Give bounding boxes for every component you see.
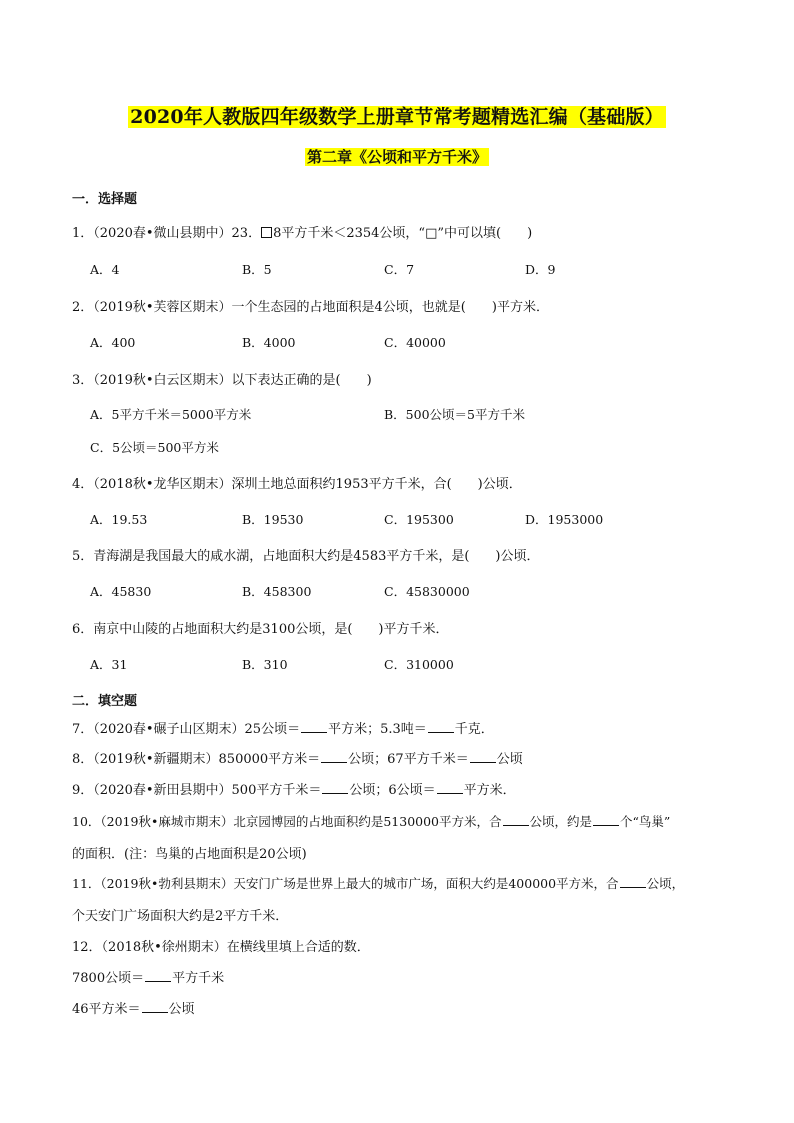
answer-blank [145, 969, 171, 982]
question-1 [72, 222, 532, 241]
question-4: 4．（2018秋•龙华区期末）深圳土地总面积约1953平方千米，合( )公顷． [72, 477, 522, 492]
section-choice-heading: 一．选择题 [72, 192, 138, 207]
q4-option-a: A．19.53 [90, 512, 148, 527]
question-3: 3．（2019秋•白云区期末）以下表达正确的是( ) [72, 373, 372, 388]
blank-box-icon [261, 227, 272, 238]
answer-blank [437, 781, 463, 794]
answer-blank [321, 750, 347, 763]
answer-blank [620, 875, 646, 888]
q4-option-c: C．195300 [384, 512, 454, 527]
q5-option-c: C．45830000 [384, 584, 470, 599]
q3-option-a: A．5平方千米＝5000平方米 [90, 407, 252, 422]
question-5: 5．青海湖是我国最大的咸水湖，占地面积大约是4583平方千米，是( )公顷． [72, 549, 540, 564]
q5-option-a: A．45830 [90, 584, 152, 599]
question-1-suffix: 8平方千米＜2354公顷，“□”中可以填( ) [273, 226, 533, 241]
section-fill-heading: 二．填空题 [72, 694, 138, 709]
q1-option-d: D．9 [525, 262, 556, 277]
question-9: 9．（2020春•新田县期中）500平方千米＝ 公顷；6公顷＝ 平方米． [72, 783, 516, 798]
question-8: 8．（2019秋•新疆期末）850000平方米＝ 公顷；67平方千米＝ 公顷 [72, 752, 523, 767]
q6-option-b: B．310 [242, 657, 288, 672]
answer-blank [301, 720, 327, 733]
question-12-line-1: 7800公顷＝ 平方千米 [72, 971, 225, 986]
question-10: 10．（2019秋•麻城市期末）北京园博园的占地面积约是5130000平方米，合 公顷，约是 个“鸟巢” [72, 814, 671, 829]
q3-option-c: C．5公顷＝500平方米 [90, 440, 219, 455]
q6-option-c: C．310000 [384, 657, 454, 672]
question-10-line-2: 的面积．(注：鸟巢的占地面积是20公顷) [72, 847, 307, 862]
subtitle-block [0, 146, 794, 168]
chapter-title: 第二章《公顷和平方千米》 [306, 148, 487, 166]
answer-blank [470, 750, 496, 763]
q1-option-b: B．5 [242, 262, 272, 277]
q6-option-a: A．31 [90, 657, 128, 672]
page-title: 2020年人教版四年级数学上册章节常考题精选汇编（基础版） [130, 106, 664, 128]
question-11-line-2: 个天安门广场面积大约是2平方千米． [72, 909, 289, 924]
title-block [0, 104, 794, 130]
question-7: 7．（2020春•碾子山区期末）25公顷＝ 平方米；5.3吨＝ 千克． [72, 722, 494, 737]
question-11: 11．（2019秋•勃利县期末）天安门广场是世界上最大的城市广场，面积大约是400000平方米，合 公顷， [72, 876, 685, 891]
q4-option-b: B．19530 [242, 512, 304, 527]
question-1-prefix: 1．（2020春•微山县期中）23． [72, 226, 262, 241]
question-6: 6．南京中山陵的占地面积大约是3100公顷，是( )平方千米． [72, 622, 449, 637]
answer-blank [593, 813, 619, 826]
q4-option-d: D．1953000 [525, 512, 604, 527]
answer-blank [503, 813, 529, 826]
answer-blank [142, 1000, 168, 1013]
answer-blank [322, 781, 348, 794]
q2-option-b: B．4000 [242, 335, 296, 350]
question-12-line-2: 46平方米＝ 公顷 [72, 1002, 195, 1017]
q1-option-c: C．7 [384, 262, 415, 277]
question-12: 12．（2018秋•徐州期末）在横线里填上合适的数． [72, 940, 370, 955]
q5-option-b: B．458300 [242, 584, 312, 599]
q1-option-a: A．4 [90, 262, 120, 277]
answer-blank [428, 720, 454, 733]
q3-option-b: B．500公顷＝5平方千米 [384, 407, 525, 422]
q2-option-a: A．400 [90, 335, 136, 350]
question-2: 2．（2019秋•芙蓉区期末）一个生态园的占地面积是4公顷，也就是( )平方米． [72, 300, 549, 315]
q2-option-c: C．40000 [384, 335, 446, 350]
